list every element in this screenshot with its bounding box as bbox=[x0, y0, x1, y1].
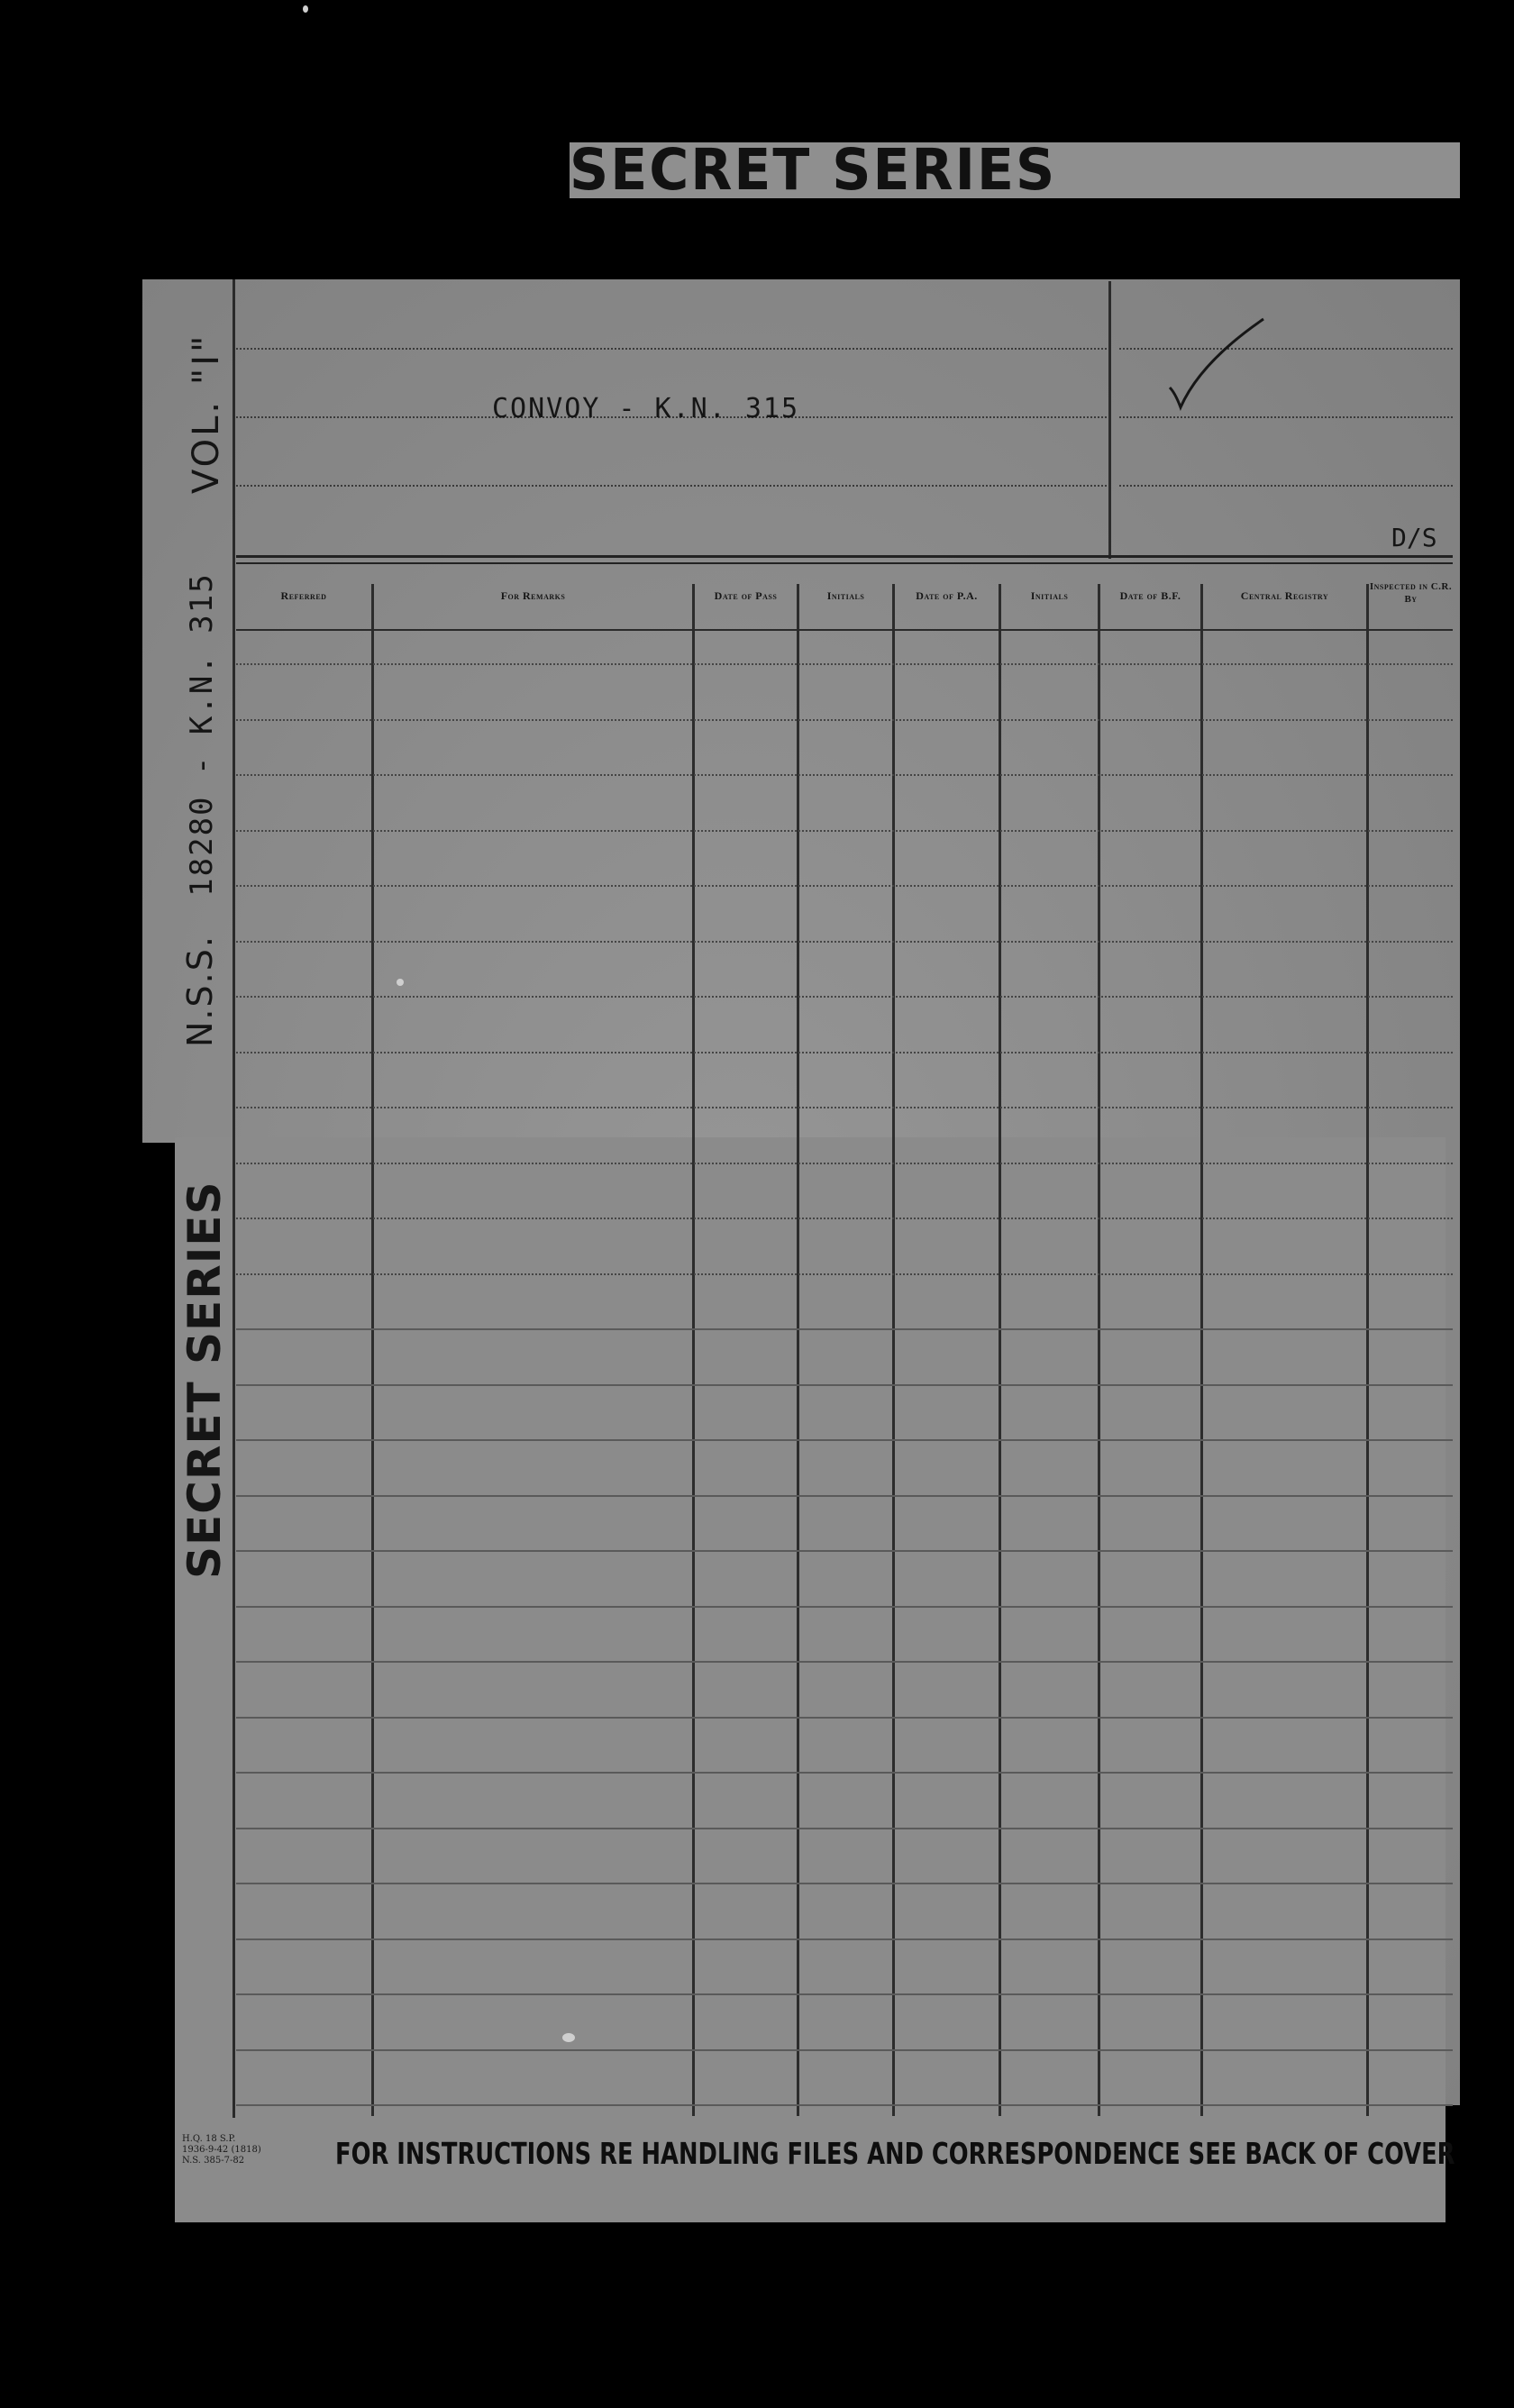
header-referred: Referred bbox=[280, 589, 327, 602]
spine-file-id: 18280 - K.N. 315 bbox=[184, 572, 220, 897]
header-for-remarks: For Remarks bbox=[500, 589, 566, 602]
header-rule bbox=[236, 629, 1453, 631]
subject-title: CONVOY - K.N. 315 bbox=[492, 393, 800, 424]
paper-speck bbox=[303, 5, 308, 13]
section-rule bbox=[236, 562, 1453, 564]
paper-speck bbox=[562, 2033, 575, 2042]
table-row-line bbox=[236, 1273, 1453, 1275]
table-row-line bbox=[236, 1052, 1453, 1054]
imprint-line: 1936-9-42 (1818) bbox=[182, 2145, 261, 2155]
subject-divider bbox=[1108, 281, 1111, 559]
table-row-line bbox=[236, 663, 1453, 665]
column-divider bbox=[371, 584, 374, 2116]
paper-speck bbox=[397, 979, 404, 986]
section-rule bbox=[236, 555, 1453, 558]
table-row-line bbox=[236, 1883, 1453, 1884]
table-row-line bbox=[236, 830, 1453, 832]
table-row-line bbox=[236, 1439, 1453, 1441]
table-row-line bbox=[236, 1606, 1453, 1608]
header-inspected: Inspected in C.R. By bbox=[1369, 581, 1453, 605]
column-divider bbox=[1098, 584, 1100, 2116]
table-row-line bbox=[236, 1938, 1453, 1940]
action-line bbox=[1119, 485, 1453, 487]
table-row-line bbox=[236, 1828, 1453, 1829]
table-row-line bbox=[236, 941, 1453, 943]
table-row-line bbox=[236, 2104, 1453, 2106]
column-divider bbox=[892, 584, 895, 2116]
subject-box bbox=[236, 281, 1453, 561]
action-line bbox=[1119, 416, 1453, 418]
table-row-line bbox=[236, 1772, 1453, 1774]
column-divider bbox=[692, 584, 695, 2116]
footer-instructions: FOR INSTRUCTIONS RE HANDLING FILES AND CORRESPONDENCE SEE BACK OF COVER bbox=[335, 2136, 1455, 2171]
table-row-line bbox=[236, 1717, 1453, 1719]
header-date-of-pa: Date of P.A. bbox=[916, 589, 978, 602]
table-row-line bbox=[236, 719, 1453, 721]
printer-imprint bbox=[182, 2134, 261, 2166]
column-divider bbox=[1200, 584, 1203, 2116]
table-row-line bbox=[236, 1550, 1453, 1552]
header-initials-2: Initials bbox=[1030, 589, 1069, 602]
table-row-line bbox=[236, 1163, 1453, 1164]
table-row-line bbox=[236, 1495, 1453, 1497]
table-row-line bbox=[236, 774, 1453, 776]
column-divider bbox=[1366, 584, 1369, 2116]
register-table bbox=[236, 573, 1453, 2121]
header-date-of-bf: Date of B.F. bbox=[1119, 589, 1181, 602]
imprint-line: H.Q. 18 S.P. bbox=[182, 2134, 236, 2144]
table-row-line bbox=[236, 1328, 1453, 1330]
subject-line bbox=[236, 485, 1107, 487]
cover-notch bbox=[135, 1143, 178, 2224]
ds-label: D/S bbox=[1391, 523, 1437, 552]
top-banner bbox=[570, 137, 1460, 204]
table-row-line bbox=[236, 1993, 1453, 1995]
banner-title: SECRET SERIES bbox=[570, 137, 1057, 204]
column-divider bbox=[999, 584, 1001, 2116]
spine-series: SECRET SERIES bbox=[178, 1181, 231, 1579]
spine-divider bbox=[233, 279, 235, 2118]
table-row-line bbox=[236, 2049, 1453, 2051]
imprint-line: N.S. 385-7-82 bbox=[182, 2156, 245, 2166]
spine-volume: VOL. "I" bbox=[186, 333, 227, 494]
spine-file-number bbox=[180, 572, 220, 1047]
header-initials-1: Initials bbox=[826, 589, 865, 602]
subject-line bbox=[236, 348, 1107, 350]
header-date-of-pass: Date of Pass bbox=[714, 589, 778, 602]
table-row-line bbox=[236, 1107, 1453, 1108]
header-central-registry: Central Registry bbox=[1240, 589, 1329, 602]
table-row-line bbox=[236, 1384, 1453, 1386]
table-row-line bbox=[236, 1218, 1453, 1219]
table-row-line bbox=[236, 1661, 1453, 1663]
spine-file-prefix: N.S.S. bbox=[180, 935, 220, 1047]
table-row-line bbox=[236, 885, 1453, 887]
check-mark-icon bbox=[1164, 317, 1272, 416]
table-row-line bbox=[236, 996, 1453, 998]
column-divider bbox=[797, 584, 799, 2116]
